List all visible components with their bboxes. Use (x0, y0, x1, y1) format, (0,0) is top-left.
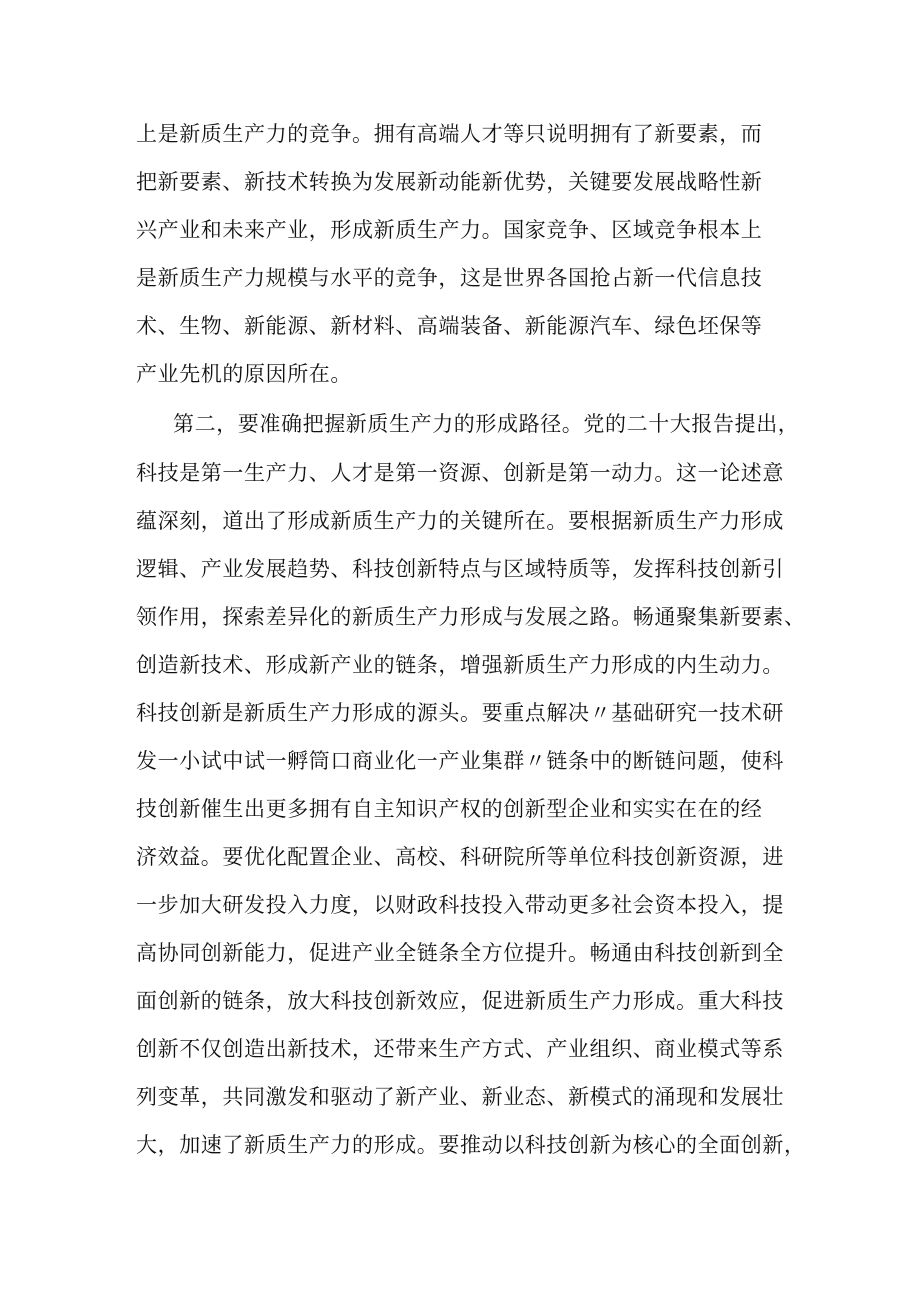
text-line: 高协同创新能力，促进产业全链条全方位提升。畅通由科技创新到全 (136, 941, 784, 965)
text-line: 把新要素、新技术转换为发展新动能新优势，关键要发展战略性新 (136, 170, 763, 194)
paragraph-first-line: 第二，要准确把握新质生产力的形成路径。党的二十大报告提出， (173, 412, 800, 436)
text-line: 创造新技术、形成新产业的链条，增强新质生产力形成的内生动力。 (136, 653, 784, 677)
text-line: 兴产业和未来产业，形成新质生产力。国家竞争、区域竞争根本上 (136, 218, 763, 242)
text-line: 发一小试中试一孵筒口商业化一产业集群〃链条中的断链问题，使科 (136, 749, 784, 773)
text-line: 创新不仅创造出新技术，还带来生产方式、产业组织、商业模式等系 (136, 1037, 784, 1061)
text-line: 上是新质生产力的竞争。拥有高端人才等只说明拥有了新要素，而 (136, 122, 763, 146)
text-line: 济效益。要优化配置企业、高校、科研院所等单位科技创新资源，进 (136, 845, 784, 869)
text-line: 列变革，共同激发和驱动了新产业、新业态、新模式的涌现和发展壮 (136, 1085, 784, 1109)
text-line: 科技是第一生产力、人才是第一资源、创新是第一动力。这一论述意 (136, 461, 784, 485)
text-line: 是新质生产力规模与水平的竞争，这是世界各国抢占新一代信息技 (136, 266, 763, 290)
text-line: 逻辑、产业发展趋势、科技创新特点与区域特质等，发挥科技创新引 (136, 557, 784, 581)
text-line: 产业先机的原因所在。 (136, 362, 352, 386)
text-line: 一步加大研发投入力度，以财政科技投入带动更多社会资本投入，提 (136, 893, 784, 917)
text-line: 面创新的链条，放大科技创新效应，促进新质生产力形成。重大科技 (136, 989, 784, 1013)
text-line: 大，加速了新质生产力的形成。要推动以科技创新为核心的全面创新， (136, 1133, 806, 1157)
text-line: 技创新催生出更多拥有自主知识产权的创新型企业和实实在在的经 (136, 797, 763, 821)
text-line: 科技创新是新质生产力形成的源头。要重点解决〃基础研究一技术研 (136, 701, 784, 725)
text-line: 蕴深刻，道出了形成新质生产力的关键所在。要根据新质生产力形成 (136, 509, 784, 533)
text-line: 领作用，探索差异化的新质生产力形成与发展之路。畅通聚集新要素、 (136, 605, 806, 629)
text-line: 术、生物、新能源、新材料、高端装备、新能源汽车、绿色坯保等 (136, 314, 763, 338)
